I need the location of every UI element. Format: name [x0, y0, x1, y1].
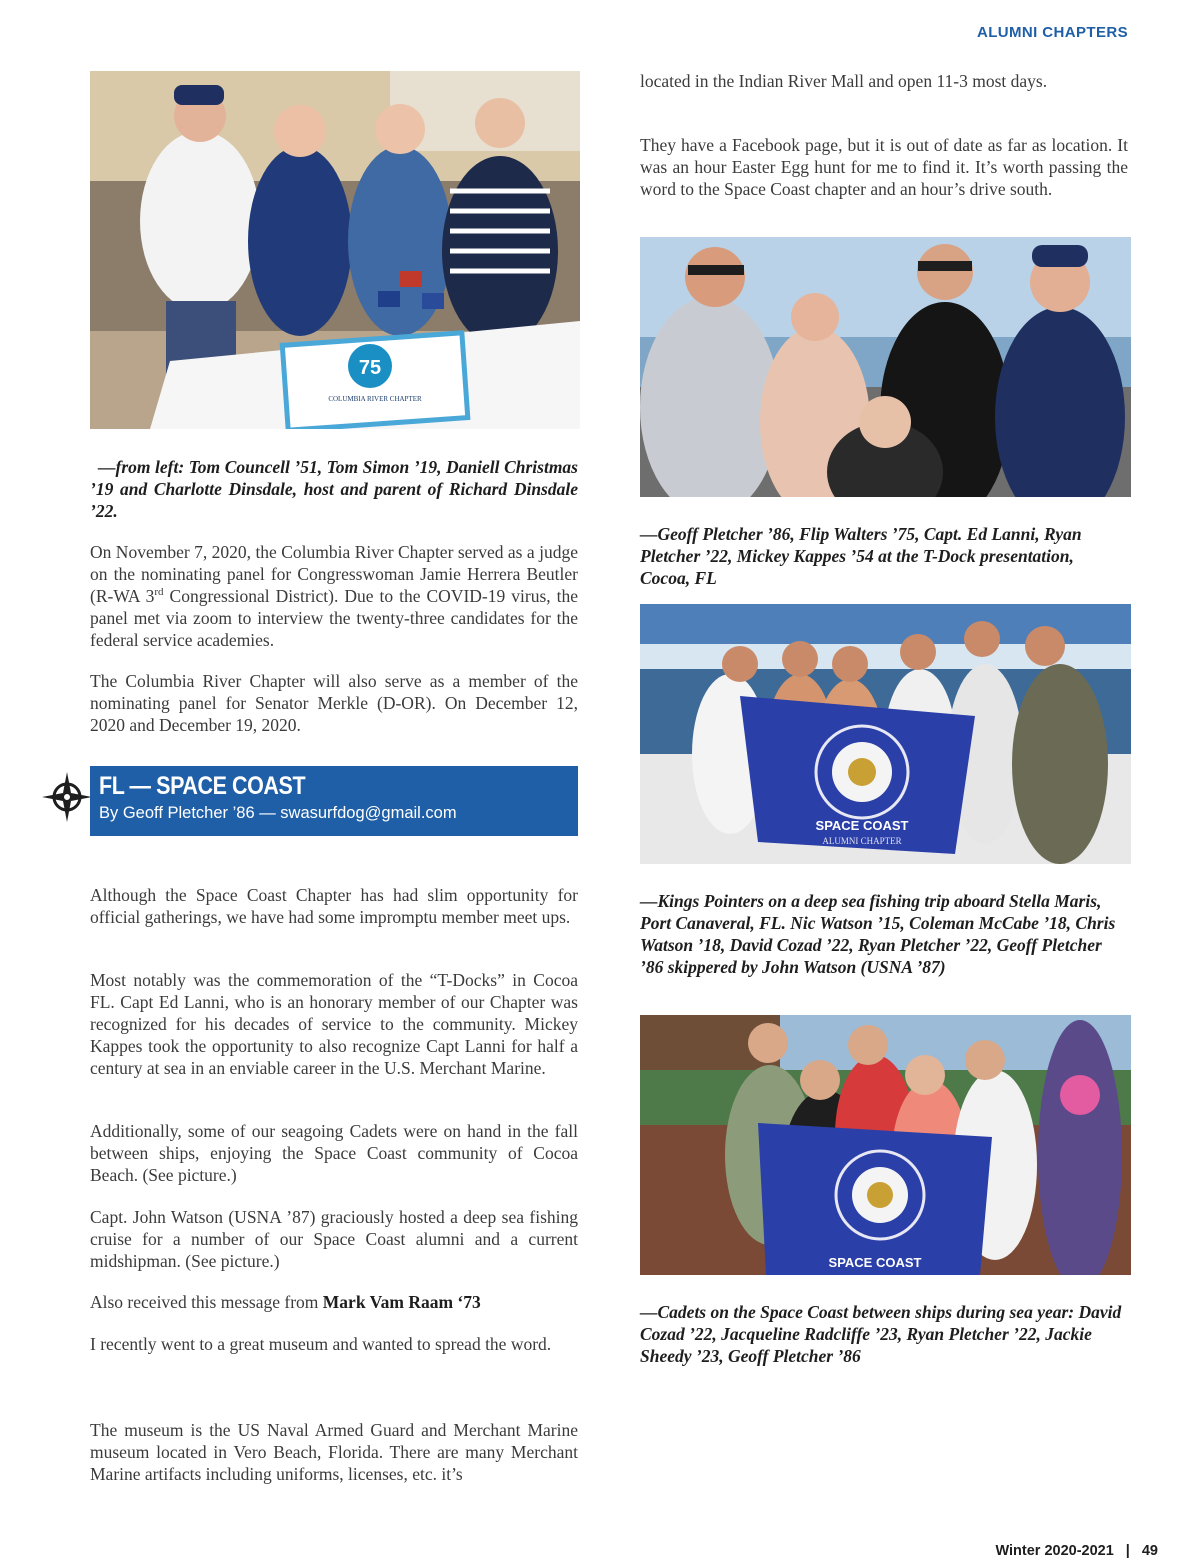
paragraph-indian-river-mall: located in the Indian River Mall and open 11-3 most days.	[640, 71, 1048, 91]
photo3-caption: —Kings Pointers on a deep sea fishing trip aboard Stella Maris, Port Canaveral, FL. Nic Watson ’15, Coleman McCabe ’18, Chris Watson ’18, David Cozad ’22, Ryan Pletcher ’22, Geoff Pletcher ’86 skippered by John Watson (USNA ’87)	[640, 891, 1116, 977]
photo1-caption: —from left: Tom Councell ’51, Tom Simon ’19, Daniell Christmas ’19 and Charlotte Dinsdale, host and parent of Richard Dinsdale ’22.	[90, 457, 578, 521]
photo-cadets-space-coast	[640, 1015, 1131, 1275]
page-footer	[995, 1543, 1158, 1559]
section-label: ALUMNI CHAPTERS	[977, 24, 1128, 41]
author-name: Mark Vam Raam ‘73	[322, 1292, 481, 1312]
compass-icon	[42, 772, 92, 822]
section-byline: By Geoff Pletcher ’86 — swasurfdog@gmail.com	[99, 804, 457, 822]
issue-label: Winter 2020-2021	[995, 1543, 1114, 1559]
paragraph-seagoing-cadets: Additionally, some of our seagoing Cadets were on hand in the fall between ships, enjoying the Space Coast community of Cocoa Beach. (See picture.)	[90, 1121, 578, 1185]
photo-columbia-river-cake	[90, 71, 580, 429]
page-number: 49	[1141, 1543, 1158, 1559]
section-header-space-coast	[90, 766, 578, 836]
flag-space-coast-text-2: SPACE COAST	[828, 1255, 922, 1270]
cake-badge-number: 75	[358, 357, 382, 379]
footer-separator: |	[1125, 1543, 1130, 1559]
paragraph-meetups: Although the Space Coast Chapter has had slim opportunity for official gatherings, we have had some impromptu member meet ups.	[90, 885, 578, 927]
paragraph-nominating-panel: On November 7, 2020, the Columbia River Chapter served as a judge on the nominating panel for Congresswoman Jamie Herrera Beutler (R-WA 3rd Congressional District). Due to the COVID-19 virus, the panel met via zoom to interview the twenty-three candidates for the federal service academies.	[90, 542, 579, 650]
paragraph-facebook-page: They have a Facebook page, but it is out of date as far as location. It was an hour Easter Egg hunt for me to find it. It’s worth passing the word to the Space Coast chapter and an hour’s drive south.	[640, 135, 1128, 199]
paragraph-museum-detail: The museum is the US Naval Armed Guard and Merchant Marine museum located in Vero Beach, Florida. There are many Merchant Marine artifacts including uniforms, licenses, etc. it’s	[90, 1420, 578, 1484]
flag-space-coast-text: SPACE COAST	[815, 818, 909, 833]
paragraph-t-docks: Most notably was the commemoration of the “T-Docks” in Cocoa FL. Capt Ed Lanni, who is an honorary member of our Chapter was recognized for his decades of service to the community. Mickey Kappes took the opportunity to also recognize Capt Lanni for half a century at sea in an enviable career in the U.S. Merchant Marine.	[90, 970, 578, 1078]
section-title: FL — SPACE COAST	[99, 772, 306, 800]
paragraph-fishing-cruise: Capt. John Watson (USNA ’87) graciously hosted a deep sea fishing cruise for a number of our Space Coast alumni and a current midshipman. (See picture.)	[90, 1207, 578, 1271]
paragraph-museum-intro: I recently went to a great museum and wanted to spread the word.	[90, 1334, 552, 1354]
cake-text: COLUMBIA RIVER CHAPTER	[328, 395, 422, 403]
flag-chapter-text: ALUMNI CHAPTER	[822, 836, 902, 846]
photo-t-dock-presentation	[640, 237, 1131, 497]
paragraph-senator-merkle: The Columbia River Chapter will also serve as a member of the nominating panel for Senator Merkle (D-OR). On December 12, 2020 and December 19, 2020.	[90, 671, 578, 735]
photo2-caption: —Geoff Pletcher ’86, Flip Walters ’75, Capt. Ed Lanni, Ryan Pletcher ’22, Mickey Kappes ’54 at the T-Dock presentation, Cocoa, FL	[640, 524, 1082, 588]
photo4-caption: —Cadets on the Space Coast between ships during sea year: David Cozad ’22, Jacqueline Radcliffe ’23, Ryan Pletcher ’22, Jackie Sheedy ’23, Geoff Pletcher ’86	[640, 1302, 1122, 1366]
photo-deep-sea-fishing	[640, 604, 1131, 864]
paragraph-message-from: Also received this message from Mark Vam Raam ‘73	[90, 1292, 481, 1312]
